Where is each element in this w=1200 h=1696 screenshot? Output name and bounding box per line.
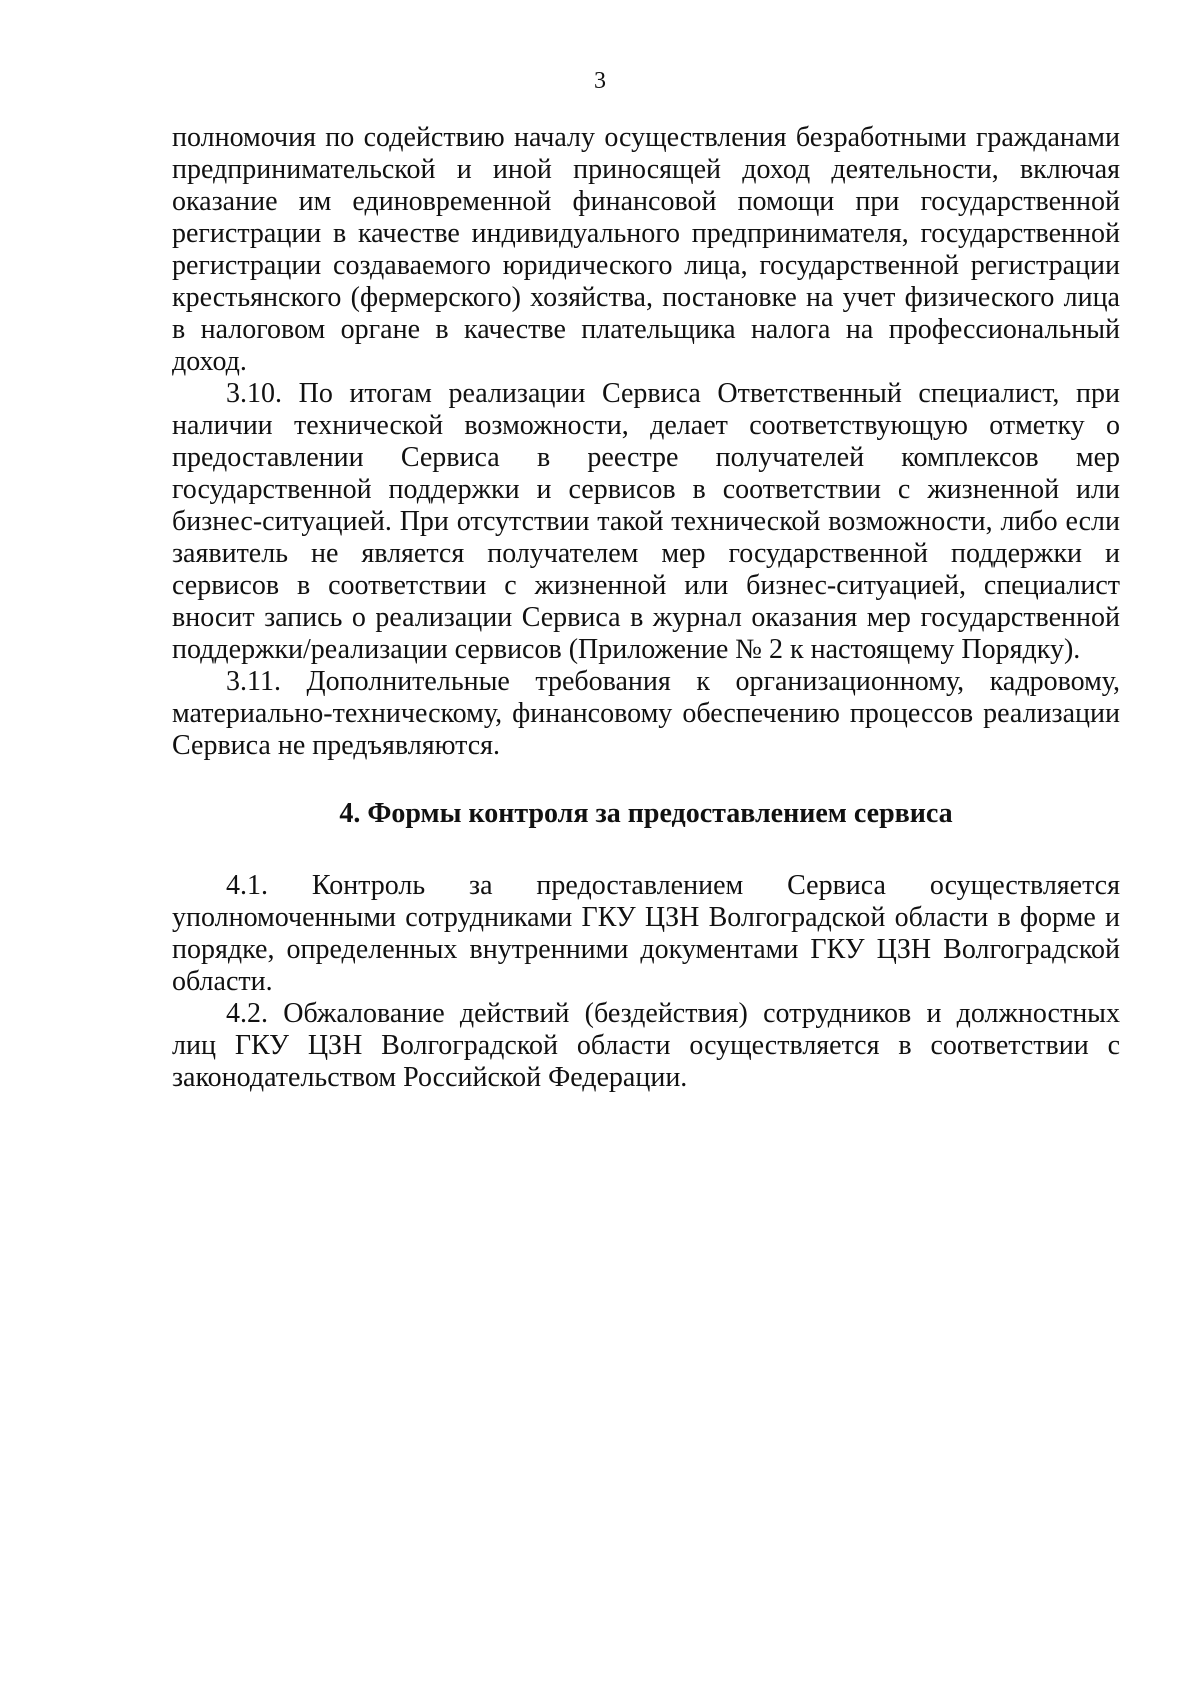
paragraph-4-1: 4.1. Контроль за предоставлением Сервиса осуществляется уполномоченными сотрудниками ГКУ ЦЗН Волгоградской области в форме и порядке, определенных внутренними документами ГКУ ЦЗН Волгоградской области. xyxy=(172,870,1120,997)
paragraph-continuation: полномочия по содействию началу осуществления безработными гражданами предпринимательской и иной приносящей доход деятельности, включая оказание им единовременной финансовой помощи при государственной регистрации в качестве индивидуального предпринимателя, государственной регистрации создаваемого юридического лица, государственной регистрации крестьянского (фермерского) хозяйства, постановке на учет физического лица в налоговом органе в качестве плательщика налога на профессиональный доход. xyxy=(172,122,1120,377)
document-body xyxy=(172,122,1120,1094)
page-number: 3 xyxy=(594,68,606,94)
paragraph-4-2: 4.2. Обжалование действий (бездействия) сотрудников и должностных лиц ГКУ ЦЗН Волгоградской области осуществляется в соответствии с законодательством Российской Федерации. xyxy=(172,998,1120,1093)
section-heading: 4. Формы контроля за предоставлением сервиса xyxy=(339,798,953,829)
paragraph-3-11: 3.11. Дополнительные требования к организационному, кадровому, материально-техническому, финансовому обеспечению процессов реализации Сервиса не предъявляются. xyxy=(172,666,1120,761)
paragraph-3-10: 3.10. По итогам реализации Сервиса Ответственный специалист, при наличии технической возможности, делает соответствующую отметку о предоставлении Сервиса в реестре получателей комплексов мер государственной поддержки и сервисов в соответствии с жизненной или бизнес-ситуацией. При отсутствии такой технической возможности, либо если заявитель не является получателем мер государственной поддержки и сервисов в соответствии с жизненной или бизнес-ситуацией, специалист вносит запись о реализации Сервиса в журнал оказания мер государственной поддержки/реализации сервисов (Приложение № 2 к настоящему Порядку). xyxy=(172,378,1120,665)
